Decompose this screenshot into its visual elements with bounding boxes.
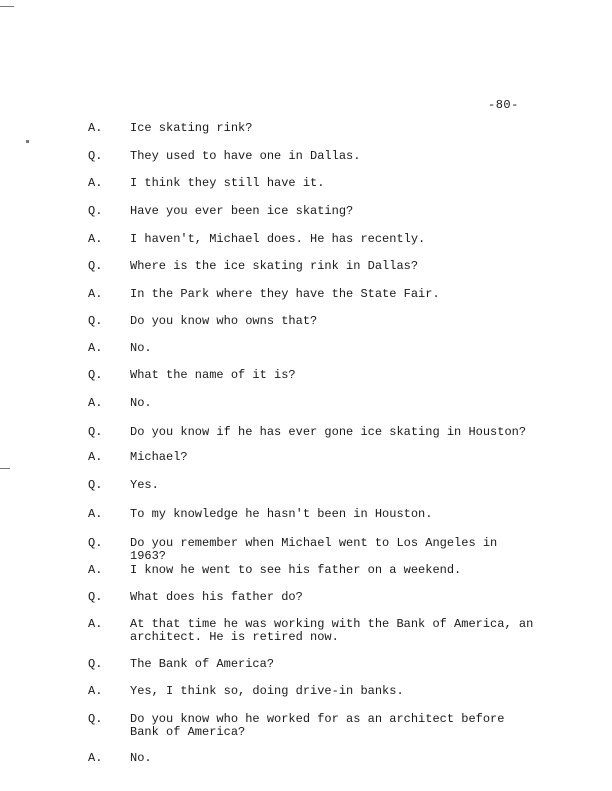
speaker-label: A. [88, 232, 103, 246]
line-text: The Bank of America? [130, 657, 275, 671]
line-text: No. [130, 751, 152, 765]
line-text: What the name of it is? [130, 368, 296, 382]
speaker-label: A. [88, 396, 103, 410]
scan-mark [26, 140, 29, 143]
line-text: No. [130, 396, 152, 410]
speaker-label: A. [88, 684, 103, 698]
speaker-label: A. [88, 121, 103, 135]
speaker-label: A. [88, 450, 103, 464]
line-text: Yes. [130, 478, 159, 492]
speaker-label: Q. [88, 712, 103, 726]
line-text: Where is the ice skating rink in Dallas? [130, 259, 419, 273]
line-text: Ice skating rink? [130, 121, 253, 135]
speaker-label: A. [88, 751, 103, 765]
speaker-label: A. [88, 617, 103, 631]
speaker-label: A. [88, 507, 103, 521]
page-number: -80- [488, 98, 519, 112]
speaker-label: Q. [88, 590, 103, 604]
line-text: What does his father do? [130, 590, 303, 604]
line-text: Do you know if he has ever gone ice skating in Houston? [130, 425, 527, 439]
line-text: To my knowledge he hasn't been in Houston. [130, 507, 433, 521]
speaker-label: A. [88, 176, 103, 190]
line-text: At that time he was working with the Bank of America, an architect. He is retired now. [130, 617, 534, 644]
speaker-label: Q. [88, 149, 103, 163]
line-text: Do you know who he worked for as an architect before Bank of America? [130, 712, 505, 739]
speaker-label: Q. [88, 314, 103, 328]
line-text: Yes, I think so, doing drive-in banks. [130, 684, 404, 698]
line-text: They used to have one in Dallas. [130, 149, 361, 163]
speaker-label: Q. [88, 536, 103, 550]
speaker-label: Q. [88, 425, 103, 439]
line-text: Michael? [130, 450, 188, 464]
speaker-label: Q. [88, 657, 103, 671]
scan-mark [0, 468, 10, 469]
speaker-label: Q. [88, 368, 103, 382]
speaker-label: A. [88, 287, 103, 301]
speaker-label: Q. [88, 204, 103, 218]
line-text: I think they still have it. [130, 176, 325, 190]
line-text: I haven't, Michael does. He has recently. [130, 232, 426, 246]
scan-mark [0, 6, 14, 7]
line-text: No. [130, 341, 152, 355]
speaker-label: Q. [88, 259, 103, 273]
speaker-label: Q. [88, 478, 103, 492]
line-text: Do you remember when Michael went to Los Angeles in 1963? [130, 536, 498, 563]
line-text: In the Park where they have the State Fair. [130, 287, 440, 301]
line-text: Have you ever been ice skating? [130, 204, 354, 218]
line-text: I know he went to see his father on a weekend. [130, 563, 462, 577]
line-text: Do you know who owns that? [130, 314, 318, 328]
speaker-label: A. [88, 563, 103, 577]
speaker-label: A. [88, 341, 103, 355]
